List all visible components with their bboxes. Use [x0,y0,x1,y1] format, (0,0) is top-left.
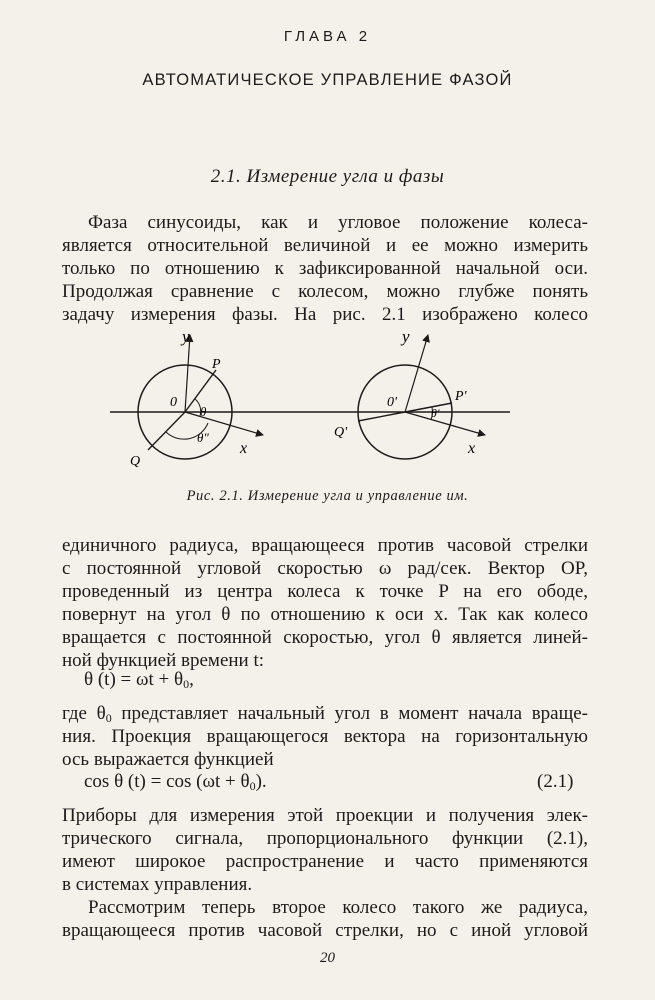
text-line: трического сигнала, пропорционального функции (2.1), [62,828,588,849]
y-axis-label: y [402,330,410,346]
closing-paragraph [62,804,588,896]
formula-cos: cos θ $(t) = \cos (\omega t + \theta_0)$. [84,771,267,793]
text-line: где $\theta_0$ представляет начальный угол в момент начала враще- [62,703,588,725]
text-line: повернут на угол θ по отношению к оси x. Так как колесо [62,604,588,625]
text-line: Фаза синусоиды, как и угловое положение колеса- [88,212,588,233]
x-axis-label: x [468,440,476,457]
wheel-left [130,330,263,469]
origin-label: 0 [170,395,177,410]
formula-theta: θ $(t) = \omega t + \theta_0$, [84,669,194,691]
page-number: 20 [320,950,335,966]
intro-paragraph [62,211,588,326]
point-p-prime-label: P' [455,389,467,404]
text-line: вращающееся против часовой стрелки, но с иной угловой [62,920,588,941]
text-line: является относительной величиной и ее можно измерить [62,235,588,256]
text-line: ной функцией времени t: [62,650,265,671]
text-line: Приборы для измерения этой проекции и получения элек- [62,805,588,826]
origin-prime-label: 0' [387,395,397,410]
point-q-prime-label: Q' [334,425,348,440]
text-line: в системах управления. [62,874,253,895]
chapter-heading: ГЛАВА 2 [283,28,372,45]
text-line: проведенный из центра колеса к точке P на его ободе, [62,581,588,602]
x-axis-label: x [240,440,248,457]
section-title: 2.1. Измерение угла и фазы [210,166,445,187]
chapter-title: АВТОМАТИЧЕСКОЕ УПРАВЛЕНИЕ ФАЗОЙ [142,71,513,89]
text-line: задачу измерения фазы. На рис. 2.1 изображено колесо [62,304,588,325]
text-line: Рассмотрим теперь второе колесо такого же радиуса, [88,897,588,918]
figure-caption: Рис. 2.1. Измерение угла и управление им. [186,488,469,504]
wheel-figure [100,330,520,480]
theta-double-prime-label: θ" [197,430,209,445]
text-line: Продолжая сравнение с колесом, можно глубже понять [62,281,588,302]
wheel-right [334,330,485,459]
y-axis-label: y [182,330,190,346]
text-line: ния. Проекция вращающегося вектора на горизонтальную [62,726,588,747]
text-line: единичного радиуса, вращающееся против часовой стрелки [62,535,588,556]
theta-label: θ [200,404,207,419]
text-line: ось выражается функцией [62,749,274,770]
point-p-label: P [212,357,221,372]
theta-prime-label: θ' [431,406,440,420]
point-q-label: Q [130,454,141,469]
equation-number: (2.1) [537,771,574,792]
explanation-paragraph [62,702,588,771]
text-line: вращается с постоянной скоростью, угол θ является линей- [62,627,588,648]
text-line: только по отношению к зафиксированной начальной оси. [62,258,588,279]
body-paragraph [62,534,588,672]
text-line: имеют широкое распространение и часто применяются [62,851,588,872]
final-paragraph [62,896,588,942]
text-line: с постоянной угловой скоростью ω рад/сек. Вектор OP, [62,558,588,579]
